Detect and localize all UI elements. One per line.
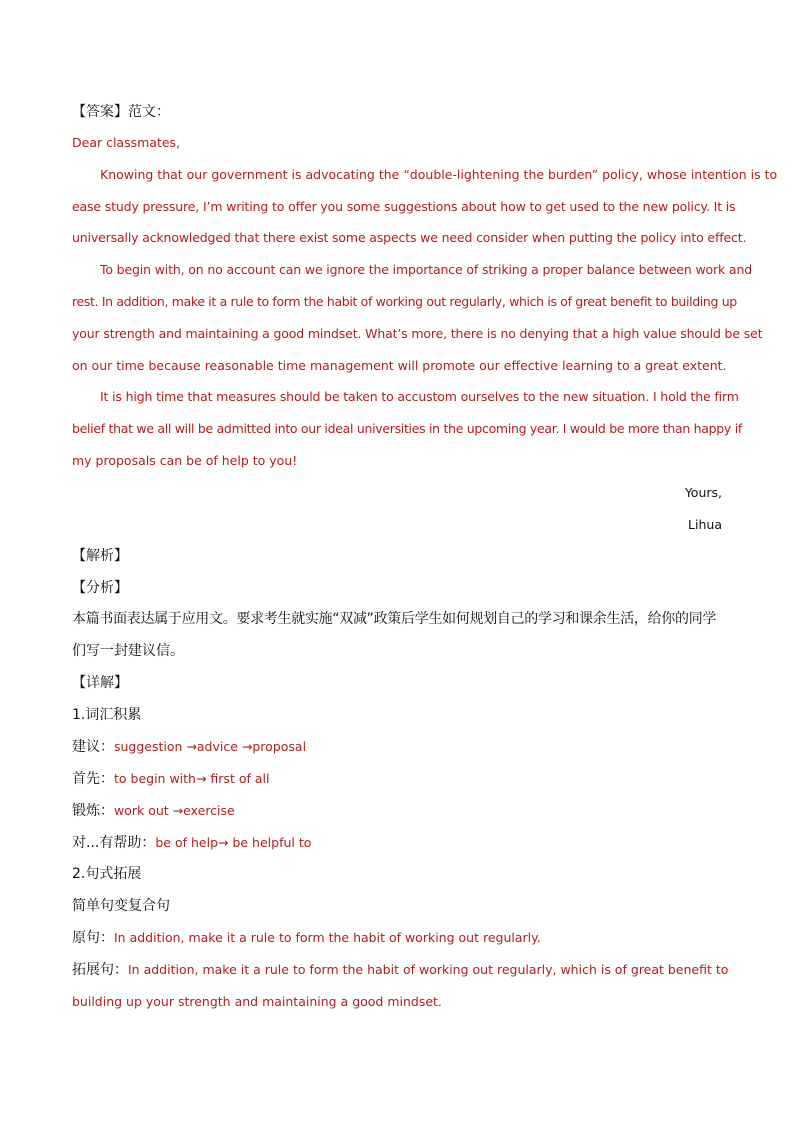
letter-line: on our time because reasonable time management will promote our effective learning to a great extent. bbox=[72, 358, 727, 373]
letter-line: your strength and maintaining a good mindset. What’s more, there is no denying that a high value should be set bbox=[72, 326, 763, 341]
original-text: In addition, make it a rule to form the habit of working out regularly. bbox=[114, 930, 541, 945]
letter-line: my proposals can be of help to you! bbox=[72, 453, 298, 468]
answer-label: 范文： bbox=[128, 104, 170, 120]
letter-line: belief that we all will be admitted into our ideal universities in the upcoming year. I would be more than happy if bbox=[72, 421, 742, 436]
answer-line bbox=[72, 104, 170, 120]
vocab-cn: 首先： bbox=[72, 771, 114, 787]
letter-line: It is high time that measures should be taken to accustom ourselves to the new situation. I hold the firm bbox=[100, 389, 739, 404]
detail-heading: 【详解】 bbox=[72, 675, 128, 691]
sentence-heading: 2.句式拓展 bbox=[72, 866, 142, 882]
vocab-item bbox=[72, 771, 269, 787]
original-label: 原句： bbox=[72, 930, 114, 946]
fenxi-heading: 【分析】 bbox=[72, 580, 128, 596]
vocab-item bbox=[72, 803, 235, 819]
letter-line: universally acknowledged that there exist some aspects we need consider when putting the policy into effect. bbox=[72, 230, 747, 245]
vocab-heading: 1.词汇积累 bbox=[72, 707, 142, 723]
expanded-text: In addition, make it a rule to form the habit of working out regularly, which is of great benefit to bbox=[128, 962, 729, 977]
fenxi-line: 本篇书面表达属于应用文。要求考生就实施“双减”政策后学生如何规划自己的学习和课余生活，给你的同学 bbox=[72, 611, 717, 627]
vocab-en: suggestion →advice →proposal bbox=[114, 739, 307, 754]
letter-line: rest. In addition, make it a rule to form the habit of working out regularly, which is of great benefit to building up bbox=[72, 294, 737, 309]
vocab-en: be of help→ be helpful to bbox=[155, 835, 312, 850]
letter-closing: Yours, bbox=[684, 485, 722, 500]
sentence-sub: 简单句变复合句 bbox=[72, 898, 170, 914]
original-sentence bbox=[72, 930, 541, 946]
letter-line: ease study pressure, I’m writing to offer you some suggestions about how to get used to the new policy. It is bbox=[72, 199, 736, 214]
expanded-sentence bbox=[72, 962, 728, 978]
letter-greeting: Dear classmates, bbox=[72, 135, 181, 150]
expanded-text-continued: building up your strength and maintaining a good mindset. bbox=[72, 994, 442, 1009]
letter-line: To begin with, on no account can we ignore the importance of striking a proper balance between work and bbox=[100, 262, 752, 277]
vocab-cn: 建议： bbox=[72, 739, 114, 755]
analysis-heading: 【解析】 bbox=[72, 548, 128, 564]
letter-line: Knowing that our government is advocating the “double-lightening the burden” policy, whose intention is to bbox=[100, 167, 778, 182]
vocab-en: to begin with→ first of all bbox=[114, 771, 270, 786]
answer-heading: 【答案】 bbox=[72, 104, 128, 120]
expanded-label: 拓展句： bbox=[72, 962, 128, 978]
vocab-en: work out →exercise bbox=[114, 803, 235, 818]
vocab-item bbox=[72, 739, 306, 755]
vocab-item bbox=[72, 835, 311, 851]
letter-signature: Lihua bbox=[688, 517, 722, 532]
vocab-cn: 锻炼： bbox=[72, 803, 114, 819]
fenxi-line: 们写一封建议信。 bbox=[72, 643, 184, 659]
vocab-cn: 对...有帮助： bbox=[72, 835, 156, 851]
